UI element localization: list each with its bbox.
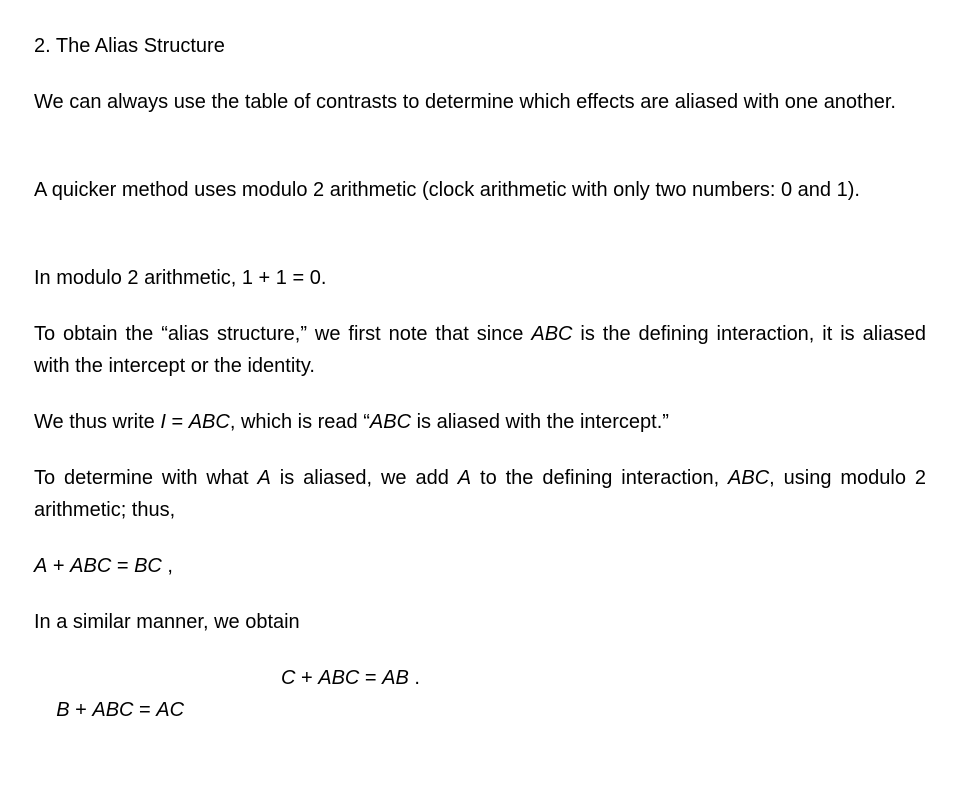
- equation-a: A + ABC = BC ,: [34, 555, 173, 577]
- paragraph-modulo-rule: In modulo 2 arithmetic, 1 + 1 = 0.: [34, 267, 327, 289]
- paragraph-determine-alias: To determine with what A is aliased, we add A to the defining interaction, ABC, using modulo 2 arithmetic; thus,: [34, 467, 926, 521]
- equation-row-bc: [34, 662, 926, 721]
- section-heading: 2. The Alias Structure: [34, 35, 225, 57]
- equation-b: B + ABC = AC: [56, 699, 185, 721]
- paragraph-contrasts: We can always use the table of contrasts to determine which effects are aliased with one another.: [34, 91, 896, 113]
- equation-c: C + ABC = AB .: [281, 667, 420, 689]
- paragraph-identity: We thus write I = ABC, which is read “ABC is aliased with the intercept.”: [34, 411, 669, 433]
- slide-content: [34, 0, 926, 720]
- paragraph-alias-structure: To obtain the “alias structure,” we first note that since ABC is the defining interaction, it is aliased with the intercept or the identity.: [34, 323, 926, 377]
- paragraph-similar-manner: In a similar manner, we obtain: [34, 611, 300, 633]
- paragraph-modulo-method: A quicker method uses modulo 2 arithmetic (clock arithmetic with only two numbers: 0 and 1).: [34, 179, 860, 201]
